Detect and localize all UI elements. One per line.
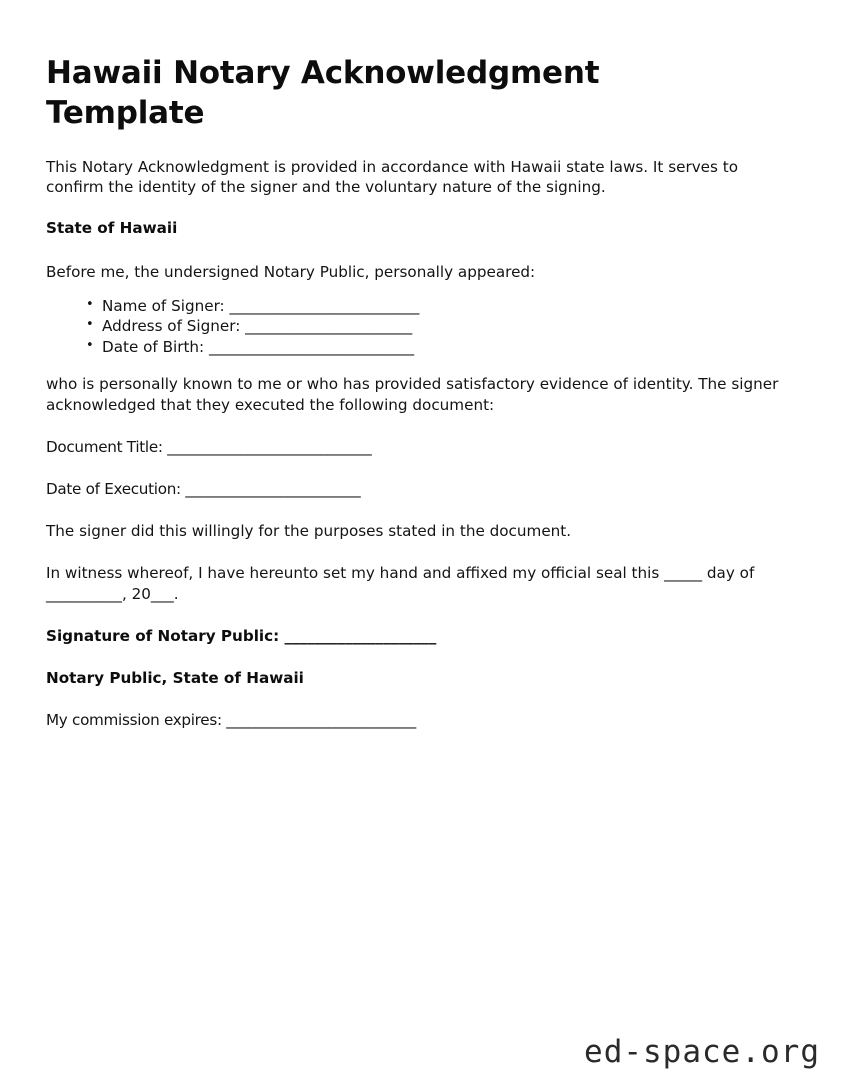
spacer [46,134,794,157]
date-of-execution-field: Date of Execution: ________________________ [46,480,361,499]
spacer [46,499,794,521]
spacer [46,604,794,626]
list-item: • Date of Birth: ___________________________ [86,337,794,358]
document-title-field: Document Title: ____________________________ [46,437,372,456]
spacer [46,541,794,563]
spacer [46,282,794,296]
list-item: • Name of Signer: _________________________ [86,296,794,317]
witness-paragraph: In witness whereof, I have hereunto set my hand and affixed my official seal this _____ day of __________, 20___. [46,564,755,603]
spacer [46,239,794,262]
signer-fields-list [46,296,794,358]
notary-state-line: Notary Public, State of Hawaii [46,669,304,688]
spacer [46,415,794,437]
spacer [46,646,794,668]
intro-paragraph: This Notary Acknowledgment is provided in accordance with Hawaii state laws. It serves to confirm the identity of the signer and the voluntary nature of the signing. [46,157,739,197]
spacer [46,688,794,710]
willingness-line: The signer did this willingly for the purposes stated in the document. [46,522,572,541]
commission-expires-field: My commission expires: __________________________ [46,711,416,730]
site-watermark: ed-space.org [584,1034,820,1070]
spacer [46,457,794,479]
acknowledgment-paragraph: who is personally known to me or who has provided satisfactory evidence of identity. The signer acknowledged that they executed the following document: [46,375,779,414]
list-item: • Address of Signer: ______________________ [86,316,794,337]
notary-signature-field: Signature of Notary Public: ____________________ [46,626,437,645]
state-heading: State of Hawaii [46,219,178,238]
spacer [46,357,794,374]
spacer [46,197,794,218]
page-title: Hawaii Notary Acknowledgment Template [46,55,600,131]
appearance-line: Before me, the undersigned Notary Public, personally appeared: [46,262,536,281]
